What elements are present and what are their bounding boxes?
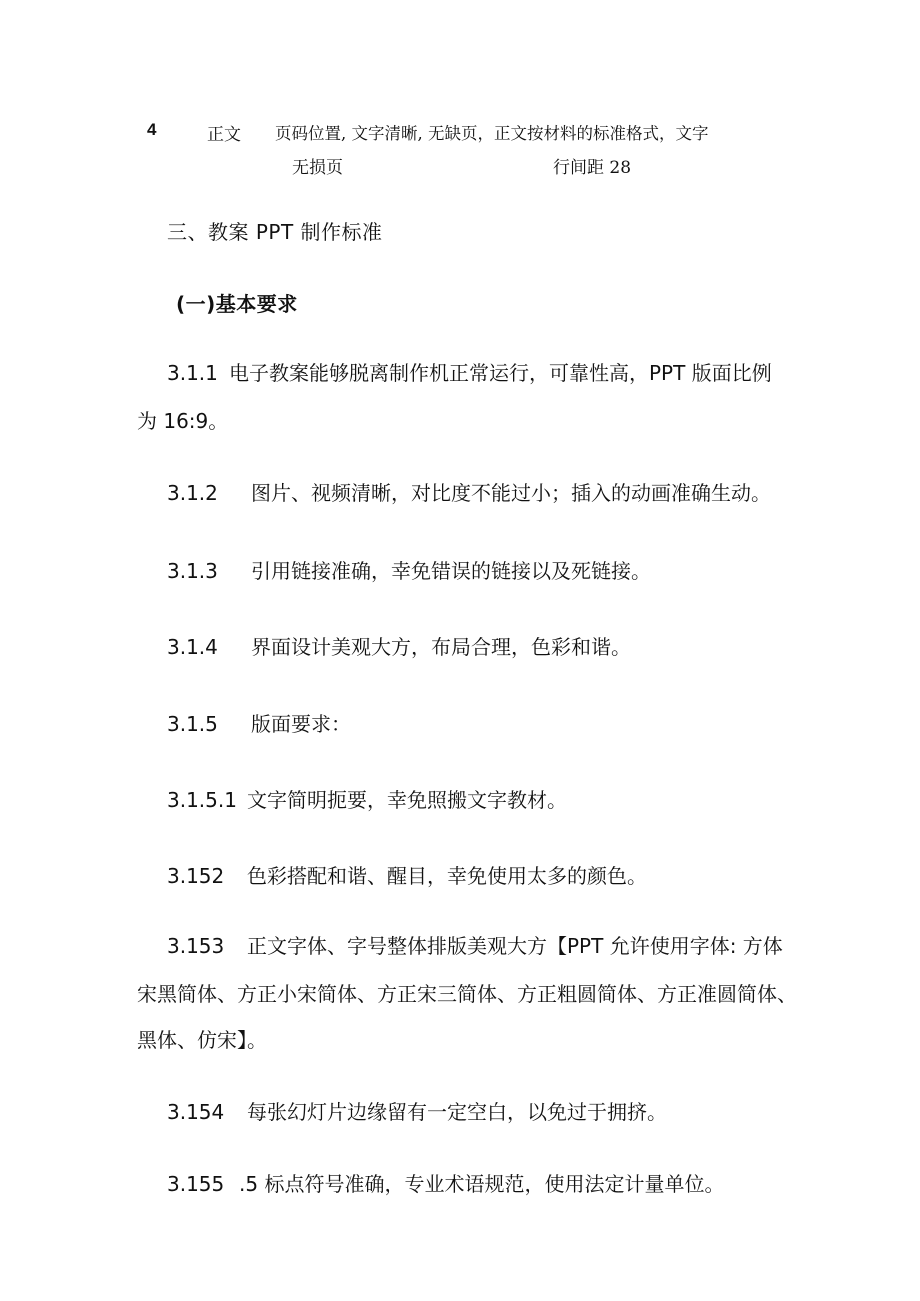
row-requirement-line2-left: 无损页: [292, 158, 343, 178]
item-text: .5 标点符号准确，专业术语规范，使用法定计量单位。: [239, 1172, 725, 1196]
item-number: 3.1.1: [167, 361, 218, 385]
list-item: [167, 632, 631, 662]
list-item: [167, 709, 351, 739]
item-number: 3.1.5.1: [167, 788, 237, 812]
section-subtitle: (一)基本要求: [176, 292, 298, 316]
row-index: 4: [147, 120, 157, 139]
row-requirement-line2-right: 行间距 28: [553, 158, 632, 178]
item-number: 3.152: [167, 864, 225, 888]
item-number: 3.153: [167, 934, 225, 958]
list-item: [167, 931, 783, 961]
list-item: [167, 861, 647, 891]
list-item: [167, 1169, 724, 1199]
item-continuation: 宋黑简体、方正小宋简体、方正宋三简体、方正粗圆简体、方正准圆简体、: [137, 982, 797, 1006]
item-text: 色彩搭配和谐、醒目，幸免使用太多的颜色。: [247, 864, 647, 888]
item-number: 3.1.2: [167, 481, 218, 505]
item-text: 界面设计美观大方，布局合理，色彩和谐。: [251, 635, 631, 659]
list-item: [167, 478, 771, 508]
list-item: [167, 556, 651, 586]
row-item: 正文: [207, 125, 241, 145]
item-number: 3.1.5: [167, 712, 218, 736]
list-item: [167, 358, 772, 388]
item-continuation: 为 16:9。: [137, 409, 229, 433]
item-text: 版面要求：: [251, 712, 351, 736]
item-text: 电子教案能够脱离制作机正常运行，可靠性高，PPT 版面比例: [229, 361, 772, 385]
item-text: 引用链接准确，幸免错误的链接以及死链接。: [251, 559, 651, 583]
row-requirement-line1: 页码位置, 文字清晰, 无缺页，正文按材料的标准格式，文字: [275, 124, 709, 143]
list-item: [167, 1097, 667, 1127]
item-number: 3.154: [167, 1100, 225, 1124]
item-text: 文字简明扼要，幸免照搬文字教材。: [247, 788, 567, 812]
item-text: 每张幻灯片边缘留有一定空白，以免过于拥挤。: [247, 1100, 667, 1124]
item-number: 3.1.4: [167, 635, 218, 659]
section-title: 三、教案 PPT 制作标准: [167, 220, 383, 244]
item-text: 图片、视频清晰，对比度不能过小；插入的动画准确生动。: [251, 481, 771, 505]
item-number: 3.1.3: [167, 559, 218, 583]
item-number: 3.155: [167, 1172, 225, 1196]
item-continuation: 黑体、仿宋】。: [137, 1028, 267, 1052]
item-text: 正文字体、字号整体排版美观大方【PPT 允许使用字体: 方体: [247, 934, 783, 958]
list-item: [167, 785, 567, 815]
